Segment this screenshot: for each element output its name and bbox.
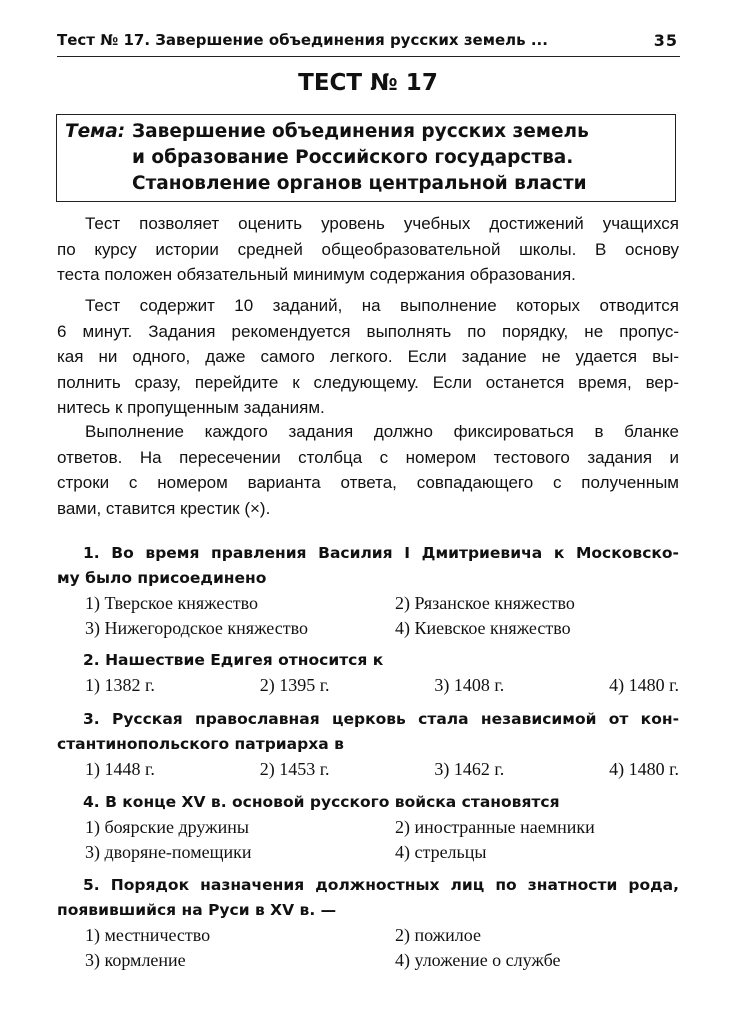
intro-line: строки с номером варианта ответа, совпадающего с полученным — [57, 473, 679, 492]
question-line: 1. Во время правления Василия I Дмитриевича к Московско- — [83, 544, 679, 562]
question-text — [57, 541, 679, 591]
question-line: му было присоединено — [57, 569, 267, 587]
answer-option: 1) 1448 г. — [85, 759, 155, 779]
theme-text — [132, 119, 589, 197]
intro-paragraph-3 — [57, 419, 679, 521]
answer-option: 2) Рязанское княжество — [395, 593, 575, 613]
question-text — [57, 707, 679, 757]
intro-line: ответов. На пересечении столбца с номером тестового задания и — [57, 447, 679, 467]
question-3 — [57, 707, 679, 782]
question-line: 3. Русская православная церковь стала независимой от кон- — [83, 710, 679, 728]
answer-option: 4) 1480 г. — [609, 759, 679, 779]
intro-paragraph-1 — [57, 211, 679, 288]
question-4 — [57, 790, 679, 865]
question-1 — [57, 541, 679, 641]
intro-line: Тест содержит 10 заданий, на выполнение которых отводится — [85, 296, 679, 315]
intro-line: кая ни одного, даже самого легкого. Если задание не удается вы- — [57, 347, 679, 366]
answer-option: 2) 1453 г. — [259, 759, 330, 779]
intro-paragraph-2 — [57, 293, 679, 421]
theme-label: Тема: — [65, 121, 126, 142]
question-line: 5. Порядок назначения должностных лиц по знатности рода, — [83, 876, 679, 894]
question-5 — [57, 873, 679, 973]
intro-line: по курсу истории средней общеобразовательной школы. В основу — [57, 239, 679, 259]
answer-option: 3) дворяне-помещики — [85, 842, 252, 862]
answer-option: 2) 1395 г. — [259, 675, 330, 695]
answer-options — [57, 591, 679, 641]
test-title: ТЕСТ № 17 — [298, 70, 438, 96]
intro-line: Тест позволяет оценить уровень учебных достижений учащихся — [85, 214, 679, 233]
answer-options — [57, 815, 679, 865]
answer-options — [57, 923, 679, 973]
answer-option: 2) пожилое — [395, 925, 481, 945]
answer-option: 1) Тверское княжество — [85, 593, 259, 613]
answer-option: 3) 1408 г. — [434, 675, 505, 695]
theme-line: Завершение объединения русских земель — [132, 121, 589, 142]
answer-option: 1) местничество — [85, 925, 211, 945]
answer-options — [57, 757, 679, 782]
answer-option: 3) кормление — [85, 950, 186, 970]
question-line: стантинопольского патриарха в — [57, 735, 344, 753]
answer-option: 3) Нижегородское княжество — [85, 618, 308, 638]
question-line: 4. В конце XV в. основой русского войска становятся — [83, 793, 560, 811]
question-text — [57, 648, 679, 673]
question-text — [57, 790, 679, 815]
running-head — [57, 28, 680, 57]
intro-line: полнить сразу, перейдите к следующему. Если останется время, вер- — [57, 372, 679, 392]
theme-box — [56, 114, 676, 202]
question-text — [57, 873, 679, 923]
intro-line: вами, ставится крестик (×). — [57, 498, 271, 518]
answer-option: 1) 1382 г. — [85, 675, 155, 695]
intro-line: Выполнение каждого задания должно фиксироваться в бланке — [85, 422, 679, 441]
answer-option: 4) уложение о службе — [395, 950, 561, 970]
answer-option: 1) боярские дружины — [85, 817, 249, 837]
answer-option: 4) 1480 г. — [609, 675, 679, 695]
running-title: Тест № 17. Завершение объединения русских земель ... — [57, 31, 548, 49]
answer-option: 4) Киевское княжество — [395, 618, 571, 638]
question-line: появившийся на Руси в XV в. — — [57, 901, 337, 919]
theme-line: Становление органов центральной власти — [132, 173, 587, 194]
intro-line: 6 минут. Задания рекомендуется выполнять по порядку, не пропус- — [57, 321, 679, 341]
question-line: 2. Нашествие Едигея относится к — [83, 651, 384, 669]
answer-options — [57, 673, 679, 698]
theme-line: и образование Российского государства. — [132, 147, 574, 168]
page-number: 35 — [653, 31, 678, 50]
answer-option: 2) иностранные наемники — [395, 817, 595, 837]
intro-line: нитесь к пропущенным заданиям. — [57, 398, 325, 417]
question-2 — [57, 648, 679, 698]
answer-option: 3) 1462 г. — [434, 759, 505, 779]
intro-line: теста положен обязательный минимум содержания образования. — [57, 265, 576, 284]
answer-option: 4) стрельцы — [395, 842, 487, 862]
